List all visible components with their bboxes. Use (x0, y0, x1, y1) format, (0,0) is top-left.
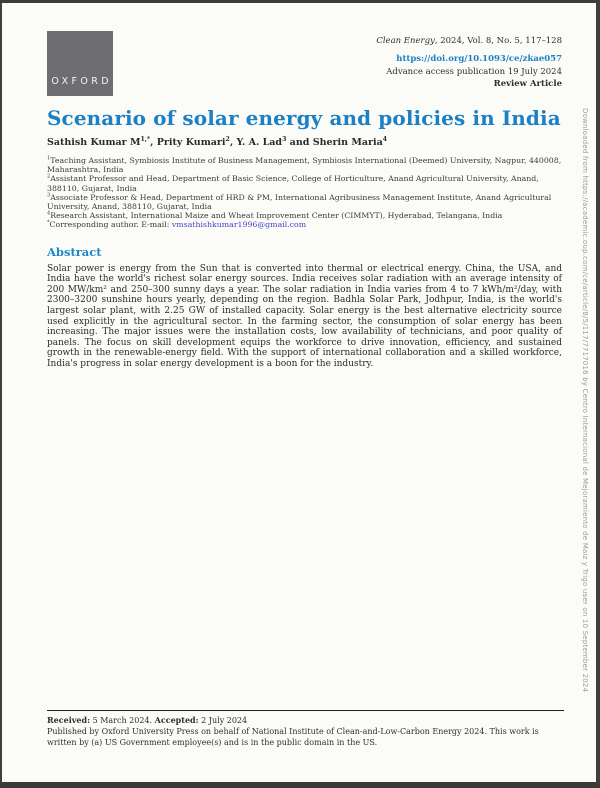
received-date: 5 March 2024. (90, 716, 155, 725)
journal-citation-detail: , 2024, Vol. 8, No. 5, 117–128 (434, 36, 562, 46)
article-footer (47, 710, 564, 748)
received-label: Received: (47, 715, 91, 725)
author-affiliation-marker: 3 (282, 135, 287, 143)
author-affiliation-marker: 1,* (140, 135, 151, 143)
abstract-heading: Abstract (47, 244, 102, 259)
affiliation-line (47, 211, 562, 220)
author-name: Sherin Maria (312, 137, 383, 148)
author-separator: , (229, 137, 237, 148)
accepted-date: 2 July 2024 (198, 716, 248, 725)
author-affiliation-marker: 2 (225, 135, 230, 143)
author-name: Prity Kumari (156, 137, 226, 148)
corresponding-author-line (47, 220, 562, 229)
journal-name: Clean Energy (376, 36, 435, 46)
download-watermark: Downloaded from https://academic.oup.com/ce/article/8/5/117/7717016 by Centro Internacional de Mejoramiento de Maiz y Trigo user on 10 September 2024 (581, 108, 589, 693)
affiliation-marker: 2 (47, 173, 51, 180)
article-type-label: Review Article (493, 79, 562, 90)
affiliation-line (47, 156, 562, 174)
publication-info (376, 35, 562, 91)
affiliation-text: Teaching Assistant, Symbiosis Institute of Business Management, Symbiosis International (Deemed) University, Nagpur, 440008, Maharashtra, India (47, 156, 562, 175)
oxford-logo (47, 31, 113, 96)
doi-link[interactable]: https://doi.org/10.1093/ce/zkae057 (396, 53, 562, 64)
abstract-text: Solar power is energy from the Sun that is converted into thermal or electrical energy. China, the USA, and India have the world's richest solar energy sources. India receives solar radiation with an average intensity of 200 MW/km² and 250–300 sunny days a year. The solar radiation in India varies from 4 to 7 kWh/m²/day, with 2300–3200 sunshine hours yearly, depending on the region. Badhla Solar Park, Jodhpur, India, is the world's largest solar plant, with 2.25 GW of installed capacity. Solar energy is the best alternative electricity source used explicitly in the agricultural sector. In the farming sector, the consumption of solar energy has been increasing. The major issues were the installation costs, low availability of technicians, and poor quality of panels. The focus on skill development equips the workforce to drive innovation, efficiency, and sustained growth in the renewable-energy field. With the support of international collaboration and a skilled workforce, India's progress in solar energy development is a boon for the industry. (47, 263, 562, 369)
author-affiliation-marker: 4 (382, 135, 388, 143)
affiliation-marker: 1 (47, 155, 51, 162)
advance-access-note: Advance access publication 19 July 2024 (386, 66, 562, 77)
affiliation-text: Research Assistant, International Maize and Wheat Improvement Center (CIMMYT), Hyderabad, Telangana, India (50, 211, 503, 221)
article-title: Scenario of solar energy and policies in India (47, 106, 561, 130)
page-header (47, 31, 562, 96)
page-content (2, 3, 596, 370)
affiliation-marker: 4 (47, 210, 51, 217)
accepted-label: Accepted: (154, 715, 199, 725)
received-accepted-line (47, 715, 564, 726)
affiliation-marker: 3 (47, 192, 51, 199)
affiliation-marker: * (47, 219, 50, 226)
author-byline (47, 137, 562, 148)
copyright-notice: Published by Oxford University Press on behalf of National Institute of Clean-and-Low-Carbon Energy 2024. This work is written by (a) US Government employee(s) and is in the public domain in the US. (47, 727, 539, 747)
affiliation-text: Assistant Professor and Head, Department of Basic Science, College of Horticulture, Anand Agricultural University, Anand, 388110, Gujarat, India (47, 174, 539, 193)
affiliation-text: Associate Professor & Head, Department of HRD & PM, International Agribusiness Management Institute, Anand Agricultural University, Anand, 388110, Gujarat, India (47, 192, 552, 211)
email-link[interactable]: vmsathishkumar1996@gmail.com (171, 220, 307, 230)
author-name: Y. A. Lad (236, 137, 283, 148)
affiliations-block (47, 156, 562, 230)
affiliation-line (47, 174, 562, 192)
affiliation-line (47, 193, 562, 211)
author-separator: , (150, 137, 157, 148)
oxford-logo-text: OXFORD (51, 76, 113, 87)
corresponding-author-text: Corresponding author. E-mail: (49, 220, 172, 230)
journal-citation (376, 35, 562, 48)
author-separator: and (286, 137, 313, 148)
author-name: Sathish Kumar M (47, 137, 141, 148)
